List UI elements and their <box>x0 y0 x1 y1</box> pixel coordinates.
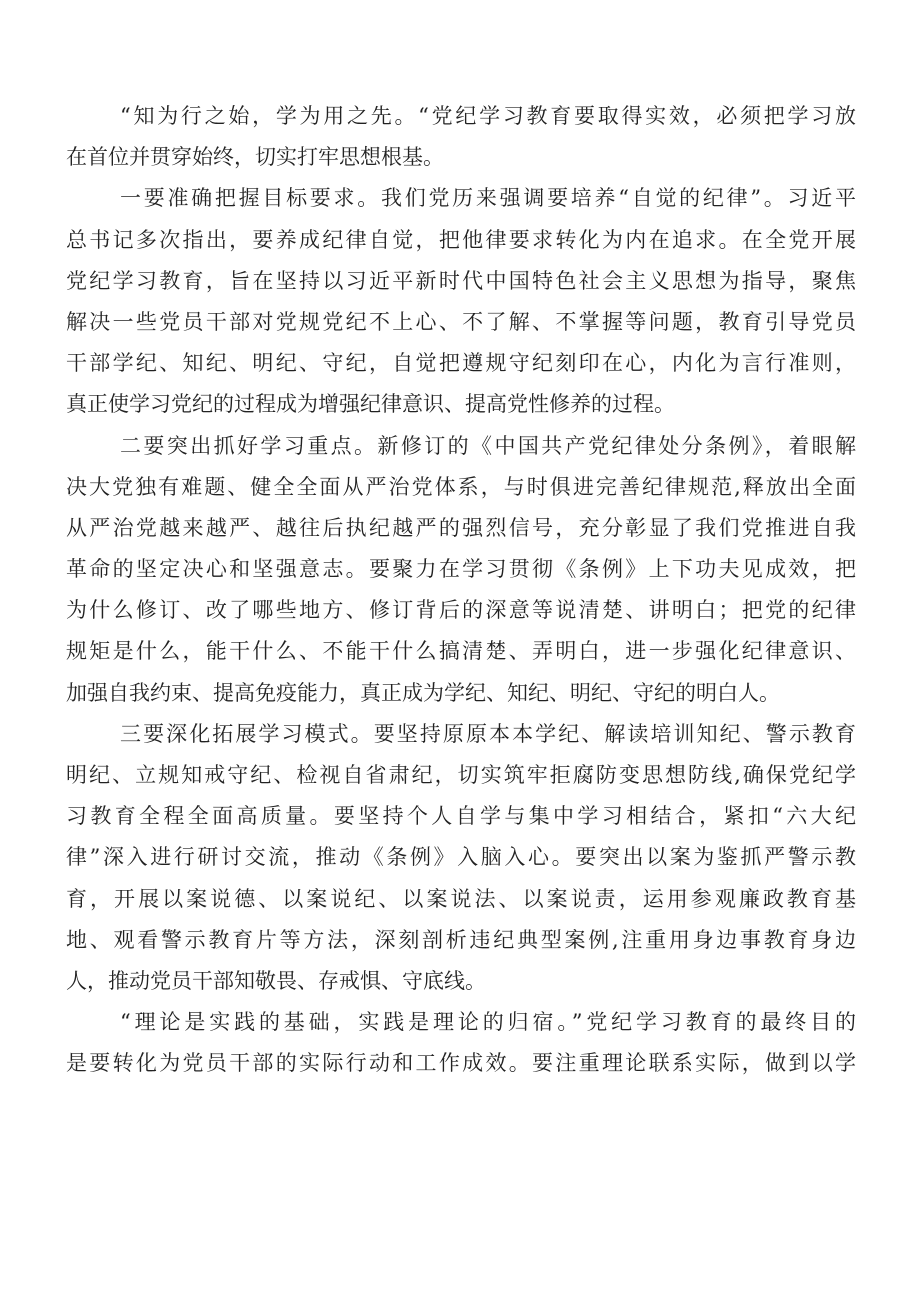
text-line: 二要突出抓好学习重点。新修订的《中国共产党纪律处分条例》，着眼解 <box>120 433 856 458</box>
text-line: 明纪、立规知戒守纪、检视自省肃纪，切实筑牢拒腐防变思想防线,确保党纪学 <box>66 763 856 787</box>
text-line: 从严治党越来越严、越往后执纪越严的强烈信号，充分彰显了我们党推进自我 <box>66 515 856 540</box>
text-line: 习教育全程全面高质量。要坚持个人自学与集中学习相结合，紧扣“六大纪 <box>66 804 856 829</box>
text-line: “理论是实践的基础，实践是理论的归宿。”党纪学习教育的最终目的 <box>120 1010 856 1035</box>
paragraph <box>66 178 856 425</box>
text-line: 三要深化拓展学习模式。要坚持原原本本学纪、解读培训知纪、警示教育 <box>120 721 856 746</box>
text-line: 革命的坚定决心和坚强意志。要聚力在学习贯彻《条例》上下功夫见成效，把 <box>66 557 856 582</box>
text-line: 是要转化为党员干部的实际行动和工作成效。要注重理论联系实际，做到以学 <box>66 1051 856 1076</box>
text-line: 加强自我约束、提高免疫能力，真正成为学纪、知纪、明纪、守纪的明白人。 <box>66 680 780 705</box>
paragraph <box>66 426 856 714</box>
text-line: 党纪学习教育，旨在坚持以习近平新时代中国特色社会主义思想为指导，聚焦 <box>66 268 856 293</box>
text-line: 一要准确把握目标要求。我们党历来强调要培养“自觉的纪律”。习近平 <box>120 186 856 211</box>
text-line: 人，推动党员干部知敬畏、存戒惧、守底线。 <box>66 968 486 993</box>
paragraph <box>66 96 856 178</box>
paragraph <box>66 1002 856 1084</box>
text-line: 为什么修订、改了哪些地方、修订背后的深意等说清楚、讲明白；把党的纪律 <box>66 598 856 623</box>
text-line: 在首位并贯穿始终，切实打牢思想根基。 <box>66 145 444 170</box>
text-line: 决大党独有难题、健全全面从严治党体系，与时俱进完善纪律规范,释放出全面 <box>66 474 856 499</box>
document-body <box>66 96 856 1085</box>
text-line: 地、观看警示教育片等方法，深刻剖析违纪典型案例,注重用身边事教育身边 <box>66 927 856 952</box>
text-line: 规矩是什么，能干什么、不能干什么搞清楚、弄明白，进一步强化纪律意识、 <box>66 639 856 664</box>
paragraph <box>66 714 856 1002</box>
text-line: 干部学纪、知纪、明纪、守纪，自觉把遵规守纪刻印在心，内化为言行准则， <box>66 351 856 376</box>
text-line: “知为行之始，学为用之先。“党纪学习教育要取得实效，必须把学习放 <box>120 104 856 128</box>
text-line: 律”深入进行研讨交流，推动《条例》入脑入心。要突出以案为鉴抓严警示教 <box>66 845 856 870</box>
text-line: 解决一些党员干部对党规党纪不上心、不了解、不掌握等问题，教育引导党员 <box>66 309 856 334</box>
text-line: 真正使学习党纪的过程成为增强纪律意识、提高党性修养的过程。 <box>66 392 675 417</box>
text-line: 总书记多次指出，要养成纪律自觉，把他律要求转化为内在追求。在全党开展 <box>66 227 856 252</box>
text-line: 育，开展以案说德、以案说纪、以案说法、以案说责，运用参观廉政教育基 <box>66 886 856 911</box>
